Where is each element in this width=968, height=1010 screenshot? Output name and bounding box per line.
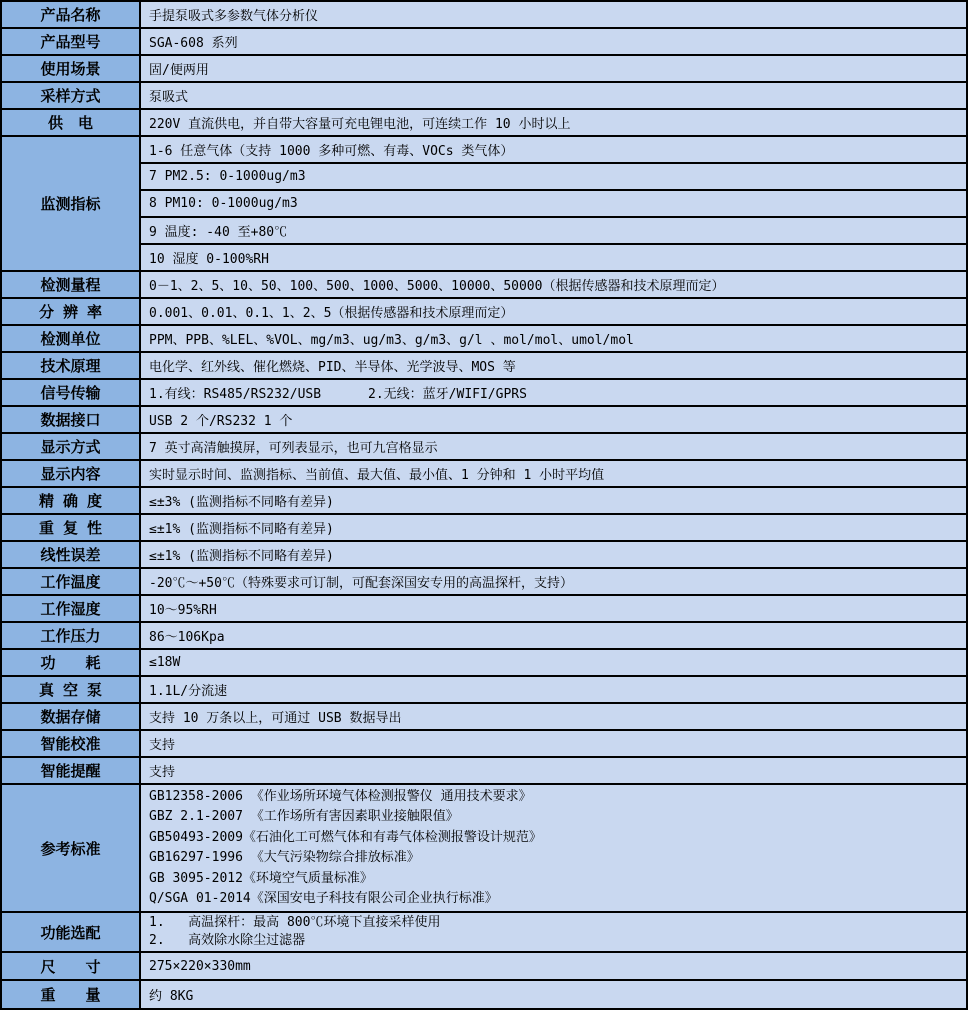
row-value: 泵吸式 <box>141 83 966 108</box>
row-value: 支持 10 万条以上，可通过 USB 数据导出 <box>141 704 966 729</box>
row-label: 信号传输 <box>2 380 141 405</box>
table-row <box>2 380 966 407</box>
table-row <box>2 758 966 785</box>
row-value: 0－1、2、5、10、50、100、500、1000、5000、10000、50000（根据传感器和技术原理而定） <box>141 272 966 297</box>
row-value: ≤±1% (监测指标不同略有差异) <box>141 542 966 567</box>
monitor-sub-rows <box>141 137 966 270</box>
row-label: 数据接口 <box>2 407 141 432</box>
row-value: 支持 <box>141 731 966 756</box>
row-value: ≤18W <box>141 650 966 675</box>
table-row <box>2 596 966 623</box>
row-label: 供 电 <box>2 110 141 135</box>
row-label: 工作湿度 <box>2 596 141 621</box>
row-label: 数据存储 <box>2 704 141 729</box>
row-value: 1.有线：RS485/RS232/USB 2.无线：蓝牙/WIFI/GPRS <box>141 380 966 405</box>
row-value: 约 8KG <box>141 981 966 1008</box>
row-label: 技术原理 <box>2 353 141 378</box>
reference-lines <box>141 785 966 911</box>
table-row <box>2 461 966 488</box>
row-value: PPM、PPB、%LEL、%VOL、mg/m3、ug/m3、g/m3、g/l 、mol/mol、umol/mol <box>141 326 966 351</box>
table-row <box>2 434 966 461</box>
table-row <box>2 56 966 83</box>
row-label: 检测单位 <box>2 326 141 351</box>
reference-line: GB12358-2006 《作业场所环境气体检测报警仪 通用技术要求》 <box>149 788 532 804</box>
table-row <box>2 326 966 353</box>
table-row <box>2 623 966 650</box>
row-label: 尺 寸 <box>2 953 141 979</box>
reference-line: GBZ 2.1-2007 《工作场所有害因素职业接触限值》 <box>149 809 459 824</box>
monitor-item: 1-6 任意气体（支持 1000 多种可燃、有毒、VOCs 类气体） <box>141 137 966 164</box>
table-row <box>2 299 966 326</box>
row-label: 工作压力 <box>2 623 141 648</box>
row-value: 220V 直流供电，并自带大容量可充电锂电池，可连续工作 10 小时以上 <box>141 110 966 135</box>
table-row-monitor-merged <box>2 137 966 272</box>
table-row-reference-standards <box>2 785 966 913</box>
table-row <box>2 83 966 110</box>
row-label: 检测量程 <box>2 272 141 297</box>
table-row <box>2 981 966 1008</box>
table-row <box>2 29 966 56</box>
row-label: 显示方式 <box>2 434 141 459</box>
table-row <box>2 569 966 596</box>
table-row <box>2 272 966 299</box>
reference-line: GB50493-2009《石油化工可燃气体和有毒气体检测报警设计规范》 <box>149 829 542 845</box>
row-value: 0.001、0.01、0.1、1、2、5（根据传感器和技术原理而定） <box>141 299 966 324</box>
row-label: 使用场景 <box>2 56 141 81</box>
monitor-item: 8 PM10: 0-1000ug/m3 <box>141 191 966 218</box>
row-value: 10～95%RH <box>141 596 966 621</box>
reference-line: Q/SGA 01-2014《深国安电子科技有限公司企业执行标准》 <box>149 891 498 906</box>
row-value: 275×220×330mm <box>141 953 966 979</box>
row-label: 真 空 泵 <box>2 677 141 702</box>
row-label: 产品型号 <box>2 29 141 54</box>
option-lines <box>141 913 966 951</box>
table-row <box>2 704 966 731</box>
table-row <box>2 488 966 515</box>
row-value: 1.1L/分流速 <box>141 677 966 702</box>
table-row <box>2 731 966 758</box>
row-label: 智能校准 <box>2 731 141 756</box>
row-label: 重 量 <box>2 981 141 1008</box>
row-label: 重 复 性 <box>2 515 141 540</box>
row-value: 固/便两用 <box>141 56 966 81</box>
row-label: 线性误差 <box>2 542 141 567</box>
table-row <box>2 953 966 981</box>
option-line: 1. 高温探杆：最高 800℃环境下直接采样使用 <box>149 915 441 930</box>
row-label: 功 耗 <box>2 650 141 675</box>
table-row <box>2 542 966 569</box>
table-row <box>2 515 966 542</box>
row-label: 分 辨 率 <box>2 299 141 324</box>
table-row <box>2 353 966 380</box>
row-label: 工作温度 <box>2 569 141 594</box>
monitor-item: 10 湿度 0-100%RH <box>141 245 966 270</box>
row-label: 监测指标 <box>2 137 141 270</box>
row-label: 采样方式 <box>2 83 141 108</box>
table-row <box>2 407 966 434</box>
row-value: 86～106Kpa <box>141 623 966 648</box>
row-value: SGA-608 系列 <box>141 29 966 54</box>
row-value: ≤±1% (监测指标不同略有差异) <box>141 515 966 540</box>
row-value: 支持 <box>141 758 966 783</box>
monitor-item: 7 PM2.5: 0-1000ug/m3 <box>141 164 966 191</box>
row-value: 实时显示时间、监测指标、当前值、最大值、最小值、1 分钟和 1 小时平均值 <box>141 461 966 486</box>
row-value: ≤±3% (监测指标不同略有差异) <box>141 488 966 513</box>
row-value: 手提泵吸式多参数气体分析仪 <box>141 2 966 27</box>
reference-line: GB 3095-2012《环境空气质量标准》 <box>149 870 373 886</box>
row-label: 精 确 度 <box>2 488 141 513</box>
row-label: 功能选配 <box>2 913 141 951</box>
row-label: 参考标准 <box>2 785 141 911</box>
monitor-item: 9 温度: -40 至+80℃ <box>141 218 966 245</box>
table-row <box>2 677 966 704</box>
row-label: 显示内容 <box>2 461 141 486</box>
row-value: 电化学、红外线、催化燃烧、PID、半导体、光学波导、MOS 等 <box>141 353 966 378</box>
table-row <box>2 2 966 29</box>
row-label: 产品名称 <box>2 2 141 27</box>
row-value: -20℃～+50℃（特殊要求可订制，可配套深国安专用的高温探杆，支持） <box>141 569 966 594</box>
table-row <box>2 650 966 677</box>
option-line: 2. 高效除水除尘过滤器 <box>149 933 306 948</box>
row-label: 智能提醒 <box>2 758 141 783</box>
table-row-options <box>2 913 966 953</box>
table-row <box>2 110 966 137</box>
row-value: USB 2 个/RS232 1 个 <box>141 407 966 432</box>
row-value: 7 英寸高清触摸屏，可列表显示，也可九宫格显示 <box>141 434 966 459</box>
reference-line: GB16297-1996 《大气污染物综合排放标准》 <box>149 850 420 865</box>
